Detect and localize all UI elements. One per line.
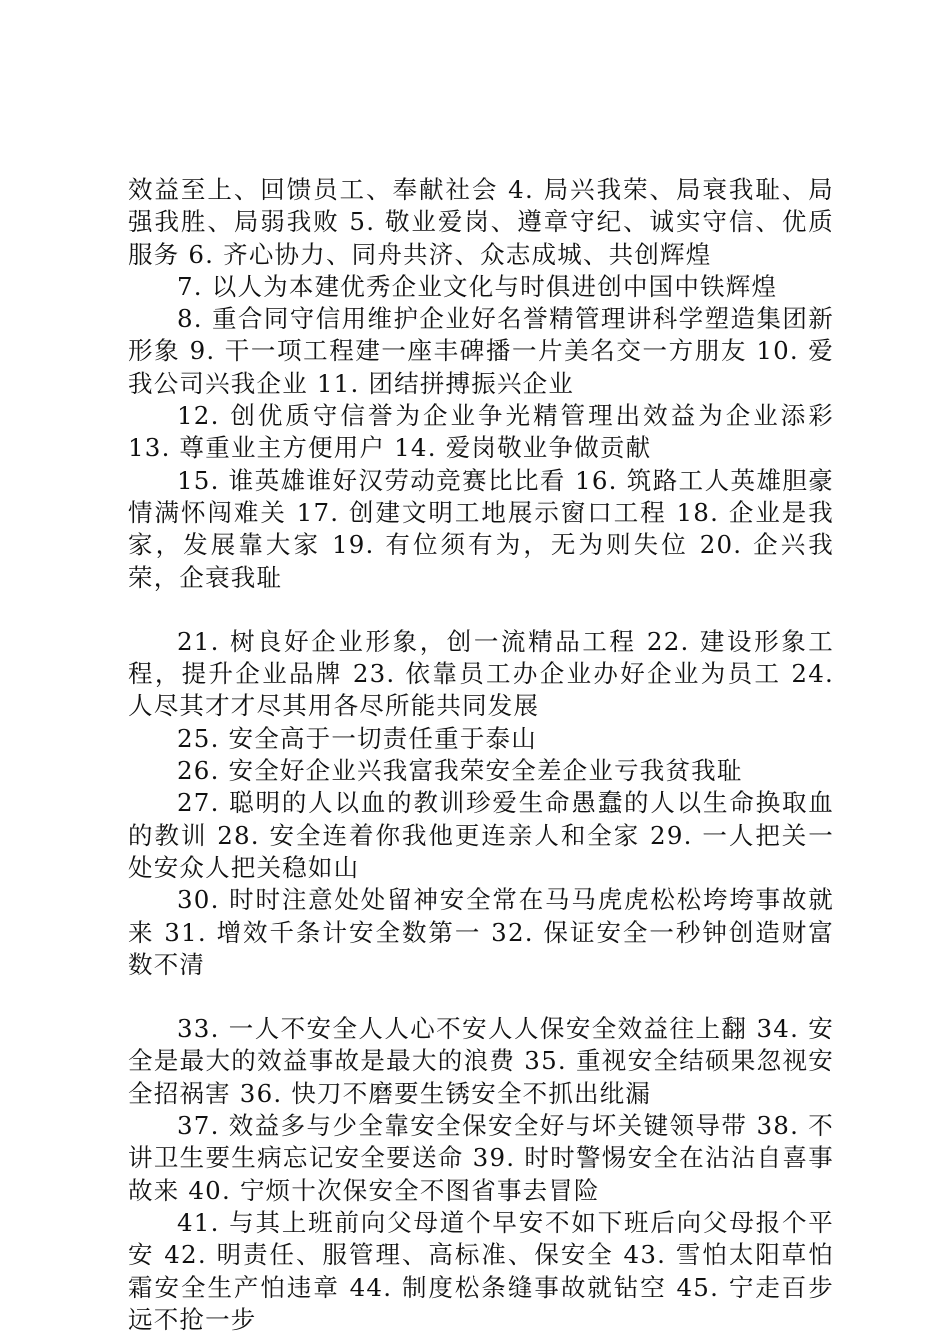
paragraph-8: 26. 安全好企业兴我富我荣安全差企业亏我贫我耻	[177, 756, 743, 786]
paragraph-4: 12. 创优质守信誉为企业争光精管理出效益为企业添彩 13. 尊重业主方便用户 14. 爱岗敬业争做贡献	[128, 401, 834, 463]
paragraph-3: 8. 重合同守信用维护企业好名誉精管理讲科学塑造集团新形象 9. 干一项工程建一座丰碑播一片美名交一方朋友 10. 爱我公司兴我企业 11. 团结拼搏振兴企业	[128, 304, 834, 398]
paragraph-gap	[128, 981, 834, 1013]
paragraph-2: 7. 以人为本建优秀企业文化与时俱进创中国中铁辉煌	[177, 271, 778, 301]
paragraph-6: 21. 树良好企业形象，创一流精品工程 22. 建设形象工程，提升企业品牌 23. 依靠员工办企业办好企业为员工 24. 人尽其才才尽其用各尽所能共同发展	[128, 626, 834, 721]
paragraph-12: 37. 效益多与少全靠安全保安全好与坏关键领导带 38. 不讲卫生要生病忘记安全要送命 39. 时时警惕安全在沾沾自喜事故来 40. 宁烦十次保安全不图省事去冒险	[128, 1111, 834, 1205]
paragraph-gap	[128, 594, 834, 626]
paragraph-13: 41. 与其上班前向父母道个早安不如下班后向父母报个平安 42. 明责任、服管理、高标准、保安全 43. 雪怕太阳草怕霜安全生产怕违章 44. 制度松条缝事故就钻空 45. 宁走百步远不抢一步	[128, 1207, 834, 1334]
paragraph-1: 效益至上、回馈员工、奉献社会 4. 局兴我荣、局衰我耻、局强我胜、局弱我败 5. 敬业爱岗、遵章守纪、诚实守信、优质服务 6. 齐心协力、同舟共济、众志成城、共创辉煌	[128, 175, 834, 269]
document-body	[128, 174, 834, 1336]
paragraph-11: 33. 一人不安全人人心不安人人保安全效益往上翻 34. 安全是最大的效益事故是最大的浪费 35. 重视安全结硕果忽视安全招祸害 36. 快刀不磨要生锈安全不抓出纰漏	[128, 1014, 834, 1108]
paragraph-9: 27. 聪明的人以血的教训珍爱生命愚蠢的人以生命换取血的教训 28. 安全连着你我他更连亲人和全家 29. 一人把关一处安众人把关稳如山	[128, 788, 834, 882]
paragraph-7: 25. 安全高于一切责任重于泰山	[177, 723, 537, 753]
paragraph-5: 15. 谁英雄谁好汉劳动竞赛比比看 16. 筑路工人英雄胆豪情满怀闯难关 17. 创建文明工地展示窗口工程 18. 企业是我家，发展靠大家 19. 有位须有为，无为则失位 20. 企兴我荣，企衰我耻	[128, 465, 834, 592]
paragraph-10: 30. 时时注意处处留神安全常在马马虎虎松松垮垮事故就来 31. 增效千条计安全数第一 32. 保证安全一秒钟创造财富数不清	[128, 885, 834, 979]
